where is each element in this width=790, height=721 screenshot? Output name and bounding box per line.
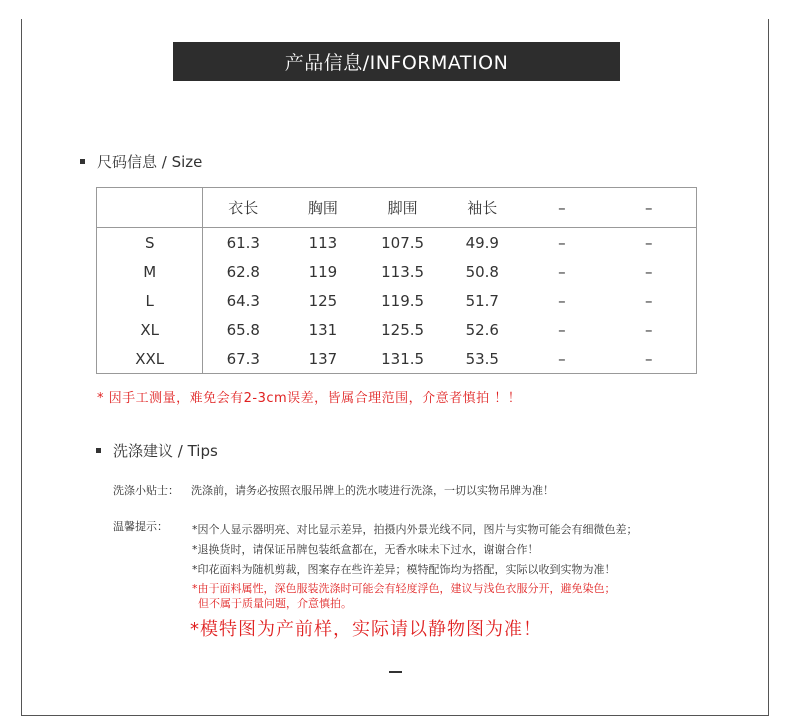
- table-cell: 125.5: [381, 320, 425, 339]
- table-cell: –: [558, 291, 566, 310]
- table-cell: 65.8: [203, 315, 283, 344]
- size-cell: S: [97, 228, 203, 258]
- size-cell: M: [97, 257, 203, 286]
- size-cell: L: [97, 286, 203, 315]
- table-cell: –: [602, 228, 697, 258]
- end-divider: [389, 671, 402, 673]
- table-header-row: [97, 188, 697, 228]
- table-cell: 49.9: [442, 228, 522, 258]
- tips-section-heading: [96, 440, 218, 461]
- table-row: [97, 257, 697, 286]
- header-cell: –: [522, 188, 601, 228]
- table-cell: 61.3: [203, 228, 283, 258]
- table-cell: 113: [283, 228, 363, 258]
- warm-tips-label: 温馨提示：: [113, 520, 168, 533]
- table-cell: 53.5: [442, 344, 522, 374]
- table-cell: –: [522, 344, 601, 374]
- warm-tip-red-line: *由于面料属性，深色服装洗涤时可能会有轻度浮色，建议与浅色衣服分开，避免染色；: [192, 582, 616, 595]
- warm-tip-line: *印花面料为随机剪裁，图案存在些许差异；模特配饰均为搭配，实际以收到实物为准！: [192, 563, 616, 576]
- table-cell: –: [602, 315, 697, 344]
- square-bullet-icon: [80, 159, 85, 164]
- header-cell: 衣长: [203, 188, 283, 228]
- table-cell: –: [558, 262, 566, 281]
- model-photo-note: *模特图为产前样，实际请以静物图为准！: [190, 619, 542, 640]
- table-row: [97, 228, 697, 258]
- size-cell: XL: [97, 315, 203, 344]
- table-cell: –: [602, 257, 697, 286]
- tips-section-title: 洗涤建议 / Tips: [113, 442, 218, 460]
- header-cell: [97, 188, 203, 228]
- table-cell: 113.5: [381, 262, 425, 281]
- table-cell: –: [522, 228, 601, 258]
- table-cell: 131.5: [363, 344, 443, 374]
- table-cell: 62.8: [203, 257, 283, 286]
- table-cell: 119.5: [381, 291, 425, 310]
- measurement-note: * 因手工测量，难免会有2-3cm误差，皆属合理范围，介意者慎拍 ！！: [97, 391, 522, 406]
- table-cell: 67.3: [203, 344, 283, 374]
- size-section-heading: [80, 151, 202, 172]
- table-row: [97, 344, 697, 374]
- wash-tip-text: 洗涤前，请务必按照衣服吊牌上的洗水唛进行洗涤，一切以实物吊牌为准！: [191, 484, 554, 497]
- banner-title: 产品信息/INFORMATION: [284, 52, 509, 74]
- header-cell: –: [602, 188, 697, 228]
- table-cell: 131: [308, 320, 338, 339]
- table-cell: –: [558, 320, 566, 339]
- table-cell: 107.5: [363, 228, 443, 258]
- table-cell: 64.3: [203, 286, 283, 315]
- size-section-title: 尺码信息 / Size: [97, 153, 203, 171]
- table-cell: 137: [283, 344, 363, 374]
- header-cell: 胸围: [283, 188, 363, 228]
- table-cell: –: [602, 286, 697, 315]
- square-bullet-icon: [96, 448, 101, 453]
- warm-tip-line: *退换货时，请保证吊牌包装纸盒都在，无香水味未下过水，谢谢合作！: [192, 543, 539, 556]
- table-cell: –: [602, 344, 697, 374]
- table-row: [97, 315, 697, 344]
- table-cell: 125: [308, 291, 338, 310]
- warm-tip-line: *因个人显示器明亮、对比显示差异，拍摄内外景光线不同，图片与实物可能会有细微色差；: [192, 523, 638, 536]
- info-banner: [173, 42, 620, 81]
- table-cell: 119: [308, 262, 338, 281]
- table-row: [97, 286, 697, 315]
- table-cell: 52.6: [465, 320, 499, 339]
- table-cell: 51.7: [465, 291, 499, 310]
- warm-tip-red-line: 但不属于质量问题，介意慎拍。: [198, 597, 352, 610]
- wash-tip-label: 洗涤小贴士：: [113, 484, 179, 497]
- size-cell: XXL: [97, 344, 203, 374]
- header-cell: 袖长: [442, 188, 522, 228]
- header-cell: 脚围: [363, 188, 443, 228]
- size-table: [96, 187, 697, 374]
- table-cell: 50.8: [465, 262, 499, 281]
